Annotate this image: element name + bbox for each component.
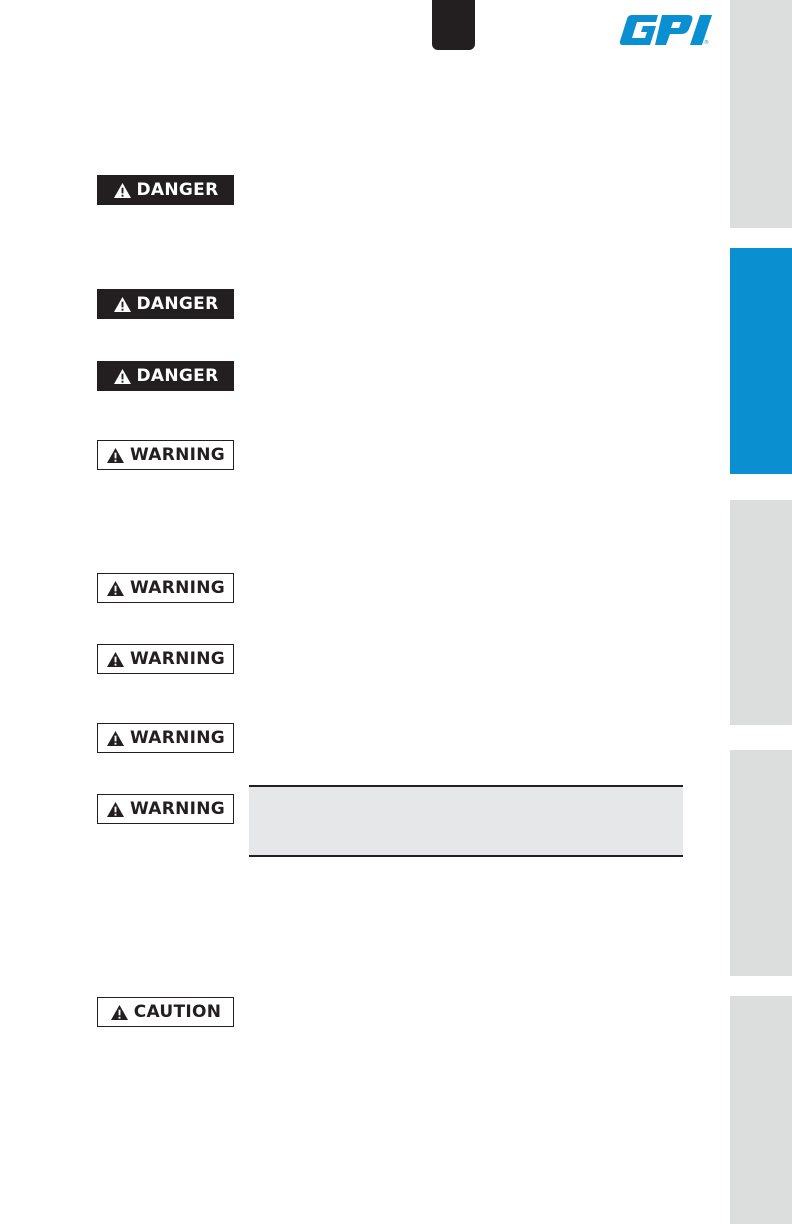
section-tab-2-active[interactable] <box>730 248 792 474</box>
section-tab-5[interactable] <box>730 996 792 1224</box>
danger-label <box>97 175 234 205</box>
warning-label <box>97 573 234 603</box>
danger-label <box>97 289 234 319</box>
note-box <box>249 785 683 857</box>
warning-triangle-icon <box>106 801 125 818</box>
warning-label-text: WARNING <box>129 649 226 669</box>
danger-label-text: DANGER <box>136 180 219 200</box>
caution-label-text: CAUTION <box>133 1002 222 1022</box>
warning-triangle-icon <box>106 580 125 597</box>
warning-triangle-icon <box>106 651 125 668</box>
warning-label-text: WARNING <box>129 799 226 819</box>
registered-mark: ® <box>704 40 709 46</box>
warning-triangle-icon <box>106 730 125 747</box>
warning-label <box>97 440 234 470</box>
warning-label-text: WARNING <box>129 578 226 598</box>
warning-triangle-icon <box>113 182 132 199</box>
page-number-tab <box>432 0 475 50</box>
warning-label <box>97 723 234 753</box>
warning-label-text: WARNING <box>129 445 226 465</box>
section-tab-3[interactable] <box>730 500 792 725</box>
section-tab-4[interactable] <box>730 750 792 976</box>
caution-label <box>97 997 234 1027</box>
warning-triangle-icon <box>110 1004 129 1021</box>
danger-label-text: DANGER <box>136 366 219 386</box>
danger-label-text: DANGER <box>136 294 219 314</box>
section-tab-1[interactable] <box>730 0 792 228</box>
warning-triangle-icon <box>106 447 125 464</box>
warning-triangle-icon <box>113 296 132 313</box>
warning-triangle-icon <box>113 368 132 385</box>
warning-label <box>97 644 234 674</box>
danger-label <box>97 361 234 391</box>
warning-label <box>97 794 234 824</box>
warning-label-text: WARNING <box>129 728 226 748</box>
